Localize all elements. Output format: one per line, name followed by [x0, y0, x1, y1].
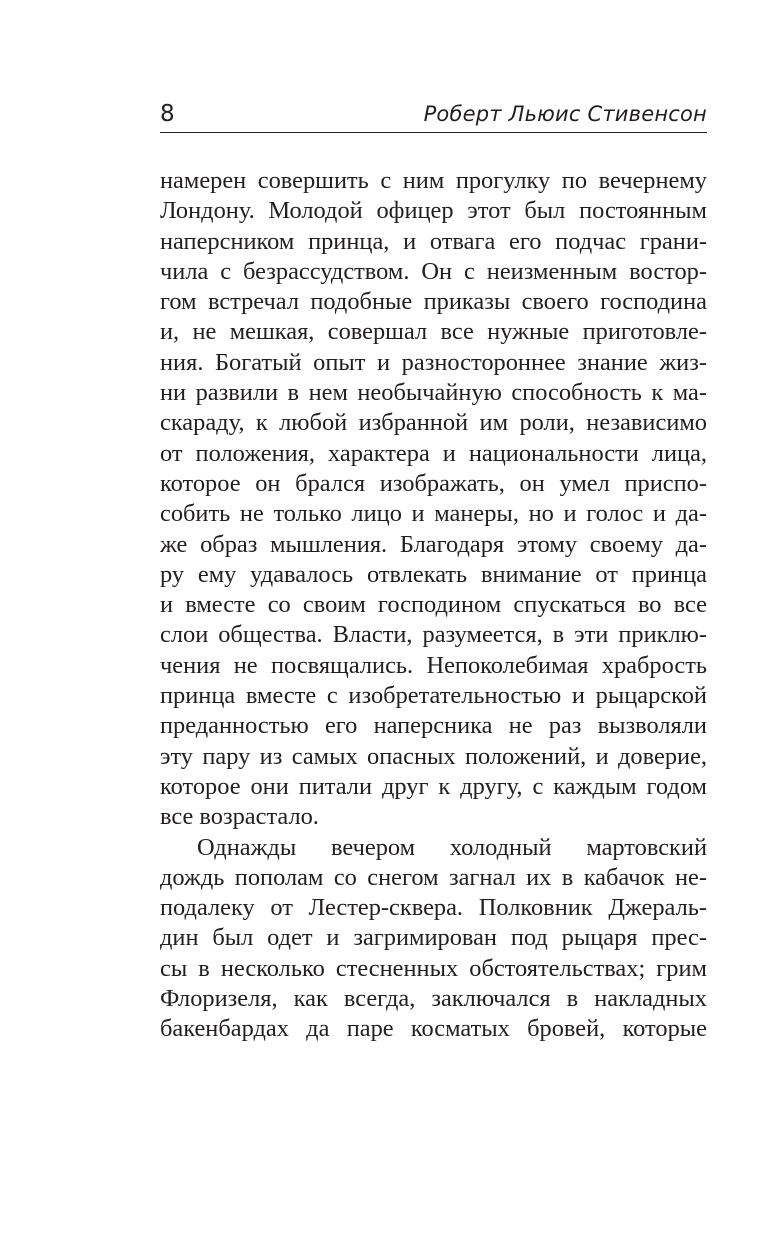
text-line-last: все возрастало.	[160, 803, 319, 831]
text-line: и вместе со своим господином спускаться во все	[160, 591, 707, 619]
text-line: собить не только лицо и манеры, но и голос и да-	[160, 500, 707, 528]
text-line: подалеку от Лестер-сквера. Полковник Джераль-	[160, 894, 707, 922]
text-line: же образ мышления. Благодаря этому своему да-	[160, 530, 707, 558]
paragraph-1	[160, 166, 707, 833]
text-line: бакенбардах да паре косматых бровей, которые	[160, 1015, 707, 1043]
text-line: принца вместе с изобретательностью и рыцарской	[160, 682, 707, 710]
text-line: от положения, характера и национальности лица,	[160, 439, 707, 467]
paragraph-2	[160, 833, 707, 1045]
body-text	[160, 166, 707, 1045]
text-line: ру ему удавалось отвлекать внимание от принца	[160, 560, 707, 588]
text-line: преданностью его наперсника не раз вызволяли	[160, 712, 707, 740]
text-line: Лондону. Молодой офицер этот был постоянным	[160, 197, 707, 225]
text-line: слои общества. Власти, разумеется, в эти приклю-	[160, 621, 707, 649]
text-line: намерен совершить с ним прогулку по вечернему	[160, 167, 707, 194]
text-line: Флоризеля, как всегда, заключался в накладных	[160, 985, 707, 1013]
text-line: дин был одет и загримирован под рыцаря прес-	[160, 924, 707, 952]
page-number: 8	[160, 101, 175, 127]
text-line-indented: Однажды вечером холодный мартовский	[197, 833, 707, 861]
text-line: эту пару из самых опасных положений, и доверие,	[160, 742, 707, 770]
text-line: наперсником принца, и отвага его подчас грани-	[160, 227, 707, 255]
text-line: сы в несколько стесненных обстоятельствах; грим	[160, 954, 707, 982]
text-line: ни развили в нем необычайную способность к ма-	[160, 379, 707, 407]
text-line: чила с безрассудством. Он с неизменным востор-	[160, 257, 707, 285]
text-line: которое он брался изображать, он умел приспо-	[160, 469, 707, 497]
text-line: ния. Богатый опыт и разностороннее знание жиз-	[160, 348, 707, 376]
running-title-author: Роберт Льюис Стивенсон	[423, 102, 707, 126]
text-line: дождь пополам со снегом загнал их в кабачок не-	[160, 863, 707, 891]
running-head	[160, 98, 707, 133]
book-page	[160, 0, 707, 1241]
text-line: чения не посвящались. Непоколебимая храбрость	[160, 651, 707, 679]
text-line: и, не мешкая, совершал все нужные приготовле-	[160, 318, 707, 346]
text-line: которое они питали друг к другу, с каждым годом	[160, 772, 707, 800]
text-line: скараду, к любой избранной им роли, независимо	[160, 409, 707, 437]
text-line: гом встречал подобные приказы своего господина	[160, 288, 707, 316]
